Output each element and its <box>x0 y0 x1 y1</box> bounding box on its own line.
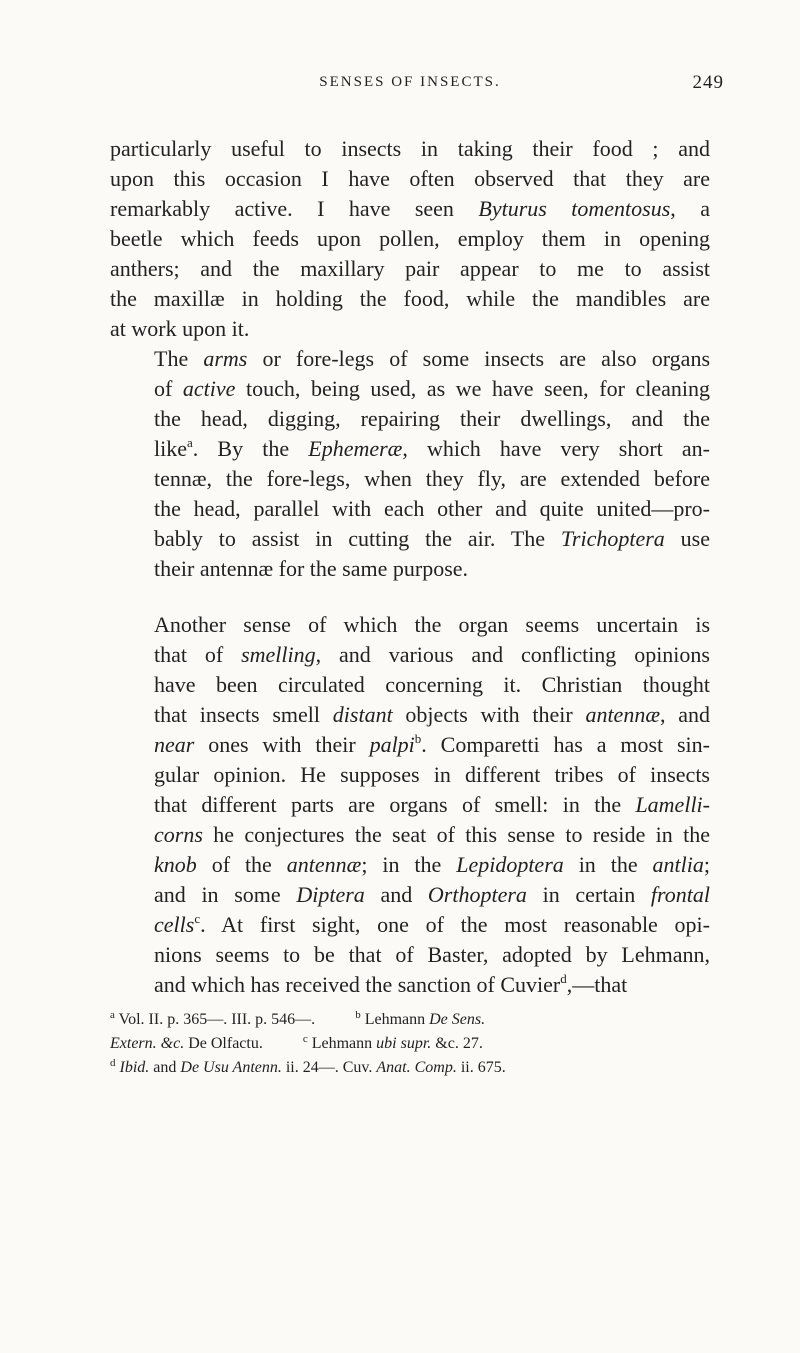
text-line: cells$^c$. At first sight, one of the most reasonable opi- <box>154 911 710 937</box>
footnotes <box>110 1008 710 1080</box>
footnote-text: $^c$ Lehmann ubi supr. &c. 27. <box>302 1033 483 1052</box>
book-page <box>110 50 724 1080</box>
text-line: knob of the antennæ; in the Lepidoptera in the antlia; <box>154 852 710 877</box>
text-line: like$^a$. By the Ephemeræ, which have very short an- <box>154 435 710 461</box>
text-line: the maxillæ in holding the food, while the mandibles are <box>110 286 710 311</box>
footnote-line <box>110 1008 710 1032</box>
text-line: near ones with their palpi$^b$. Comparetti has a most sin- <box>154 731 710 757</box>
running-title: SENSES OF INSECTS. <box>319 74 501 90</box>
text-line: that different parts are organs of smell: in the Lamelli- <box>154 792 710 817</box>
text-line: bably to assist in cutting the air. The Trichoptera use <box>154 526 710 551</box>
page-number: 249 <box>692 72 724 93</box>
italic-text: distant <box>332 702 393 727</box>
text-line: and which has received the sanction of Cuvier$^d$,—that <box>154 971 628 997</box>
footnote-text: $^d$ Ibid. and De Usu Antenn. ii. 24—. Cuv. Anat. Comp. ii. 675. <box>110 1057 506 1076</box>
footnote-marker: d <box>110 1057 116 1069</box>
italic-text: palpi <box>369 732 415 757</box>
italic-text: cells <box>154 912 195 937</box>
text-line: corns he conjectures the seat of this sense to reside in the <box>154 822 710 847</box>
italic-text: Lamelli- <box>635 792 710 817</box>
body-text <box>110 134 710 1000</box>
footnote-text: $^b$ Lehmann De Sens. <box>355 1009 486 1028</box>
italic-text: frontal <box>650 882 710 907</box>
text-line: have been circulated concerning it. Christian thought <box>154 672 710 697</box>
text-line: tennæ, the fore-legs, when they fly, are extended before <box>154 466 710 491</box>
italic-text: ubi supr. <box>376 1035 432 1052</box>
footnote-marker: b <box>414 731 422 746</box>
italic-text: De Usu Antenn. <box>180 1059 282 1076</box>
italic-text: knob <box>154 852 197 877</box>
italic-text: Anat. Comp. <box>376 1059 457 1076</box>
paragraph-continuation <box>110 134 710 344</box>
text-line: The arms or fore-legs of some insects are also organs <box>154 346 711 371</box>
text-line: their antennæ for the same purpose. <box>154 556 469 581</box>
text-line: of active touch, being used, as we have seen, for cleaning <box>154 376 710 401</box>
text-line: anthers; and the maxillary pair appear to me to assist <box>110 256 710 281</box>
italic-text: antennæ <box>286 852 362 877</box>
italic-text: antlia <box>652 852 704 877</box>
footnote-marker: c <box>302 1033 308 1045</box>
text-line: the head, digging, repairing their dwellings, and the <box>154 406 710 431</box>
footnote-marker: b <box>355 1009 361 1021</box>
text-line: Another sense of which the organ seems uncertain is <box>154 612 710 637</box>
footnote-text: $^a$ Vol. II. p. 365—. III. p. 546—. <box>110 1009 316 1028</box>
text-line: that of smelling, and various and conflicting opinions <box>154 642 710 667</box>
italic-text: Ibid. <box>119 1059 150 1076</box>
italic-text: Extern. &c. <box>110 1035 185 1052</box>
text-line: particularly useful to insects in taking their food ; and <box>110 136 710 161</box>
footnote-marker: c <box>194 911 201 926</box>
paragraph-smelling <box>110 610 710 1000</box>
italic-text: Lepidoptera <box>456 852 564 877</box>
italic-text: corns <box>154 822 203 847</box>
italic-text: Byturus tomentosus <box>478 196 671 221</box>
text-line: the head, parallel with each other and quite united—pro- <box>154 496 710 521</box>
footnote-text: Extern. &c. De Olfactu. <box>110 1035 263 1052</box>
text-line: upon this occasion I have often observed that they are <box>110 166 710 191</box>
paragraph-arms <box>110 344 710 584</box>
italic-text: near <box>154 732 195 757</box>
italic-text: Ephemeræ <box>308 436 403 461</box>
italic-text: smelling <box>241 642 316 667</box>
text-line: remarkably active. I have seen Byturus tomentosus, a <box>110 196 710 221</box>
text-line: that insects smell distant objects with their antennæ, and <box>154 702 711 727</box>
italic-text: Diptera <box>296 882 365 907</box>
footnote-line <box>110 1056 710 1080</box>
italic-text: arms <box>203 346 248 371</box>
italic-text: De Sens. <box>429 1011 486 1028</box>
italic-text: Orthoptera <box>427 882 527 907</box>
text-line: at work upon it. <box>110 316 250 341</box>
text-line: gular opinion. He supposes in different tribes of insects <box>154 762 710 787</box>
footnote-line <box>110 1032 710 1056</box>
italic-text: active <box>182 376 236 401</box>
italic-text: antennæ <box>585 702 660 727</box>
running-head <box>110 50 724 93</box>
footnote-marker: d <box>560 971 567 986</box>
italic-text: Trichoptera <box>560 526 665 551</box>
text-line: nions seems to be that of Baster, adopted by Lehmann, <box>154 942 710 967</box>
text-line: and in some Diptera and Orthoptera in certain frontal <box>154 882 710 907</box>
text-line: beetle which feeds upon pollen, employ them in opening <box>110 226 710 251</box>
footnote-marker: a <box>187 435 193 450</box>
footnote-marker: a <box>110 1009 115 1021</box>
